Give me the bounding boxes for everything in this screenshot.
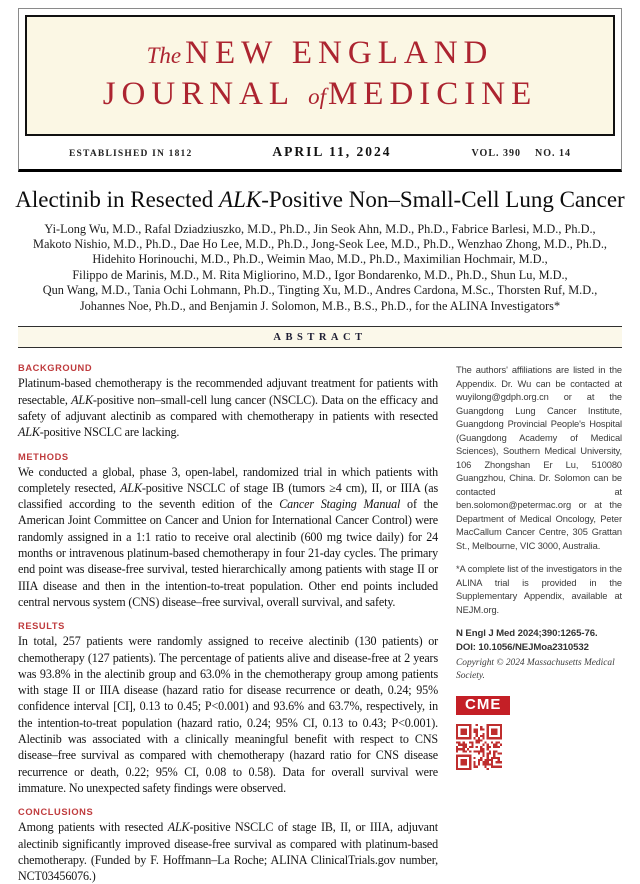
- sidebar: [456, 361, 622, 884]
- masthead: [18, 8, 622, 172]
- journal-logo-line2: [27, 74, 613, 115]
- copyright-notice: Copyright © 2024 Massachusetts Medical Society.: [456, 658, 615, 682]
- section-heading: BACKGROUND: [18, 363, 93, 374]
- doi: DOI: 10.1056/NEJMoa2310532: [456, 642, 589, 654]
- section-methods: [18, 452, 438, 611]
- volume-label: VOL. 390: [471, 147, 521, 159]
- logo-new-england: NEW ENGLAND: [185, 35, 494, 71]
- journal-logo-line1: [27, 33, 613, 74]
- logo-of: of: [308, 84, 326, 110]
- citation: N Engl J Med 2024;390:1265-76.: [456, 628, 598, 640]
- author-line: Hidehito Horinouchi, M.D., Ph.D., Weimin Mao, M.D., Ph.D., Maximilian Hochmair, M.D.,: [92, 252, 548, 267]
- author-line: Qun Wang, M.D., Tania Ochi Lohmann, Ph.D., Tingting Xu, M.D., Andres Cardona, M.Sc., Thorsten Ruf, M.D.,: [42, 283, 598, 298]
- masthead-meta-row: [25, 136, 615, 169]
- logo-the: The: [146, 43, 182, 68]
- issue-date: APRIL 11, 2024: [272, 143, 392, 159]
- volume-number: [472, 148, 571, 159]
- author-line: Makoto Nishio, M.D., Ph.D., Dae Ho Lee, M.D., Ph.D., Jong-Seok Lee, M.D., Ph.D., Wenzhao Zhong, M.D., Ph.D.,: [33, 236, 607, 251]
- section-heading: METHODS: [18, 451, 69, 462]
- section-paragraph: Among patients with resected ALK-positive NSCLC of stage IB, II, or IIIA, adjuvant alectinib significantly improved disease-free survival as compared with platinum-based chemotherapy. (Funded by F. Hoffmann–La Roche; ALINA ClinicalTrials.gov number, NCT03456076.): [18, 820, 438, 884]
- affiliations-note: The authors' affiliations are listed in the Appendix. Dr. Wu can be contacted at wuyilong@gdph.org.cn or at the Guangdong Lung Cancer Institute, Guangdong Provincial People's Hospital (Guangdong Academy of Medical Sciences), Southern Medical University, 106 Zhongshan Er Lu, 510080 Guangzhou, China. Dr. Solomon can be contacted at ben.solomon@petermac.org or at the Department of Medical Oncology, Peter MacCallum Cancer Centre, 305 Grattan St., Melbourne, VIC 3000, Australia.: [456, 365, 622, 551]
- section-paragraph: Platinum-based chemotherapy is the recommended adjuvant treatment for patients with resectable, ALK-positive non–small-cell lung cancer (NSCLC). Data on the efficacy and safety of adjuvant alectinib as compared with chemotherapy in patients with resected ALK-positive NSCLC are lacking.: [18, 376, 438, 440]
- journal-page: [0, 8, 640, 884]
- journal-logo: [25, 15, 615, 136]
- section-results: [18, 621, 438, 796]
- abstract-band: ABSTRACT: [18, 326, 622, 348]
- section-background: [18, 363, 438, 440]
- author-line: Johannes Noe, Ph.D., and Benjamin J. Solomon, M.B., B.S., Ph.D., for the ALINA Investigators*: [79, 298, 561, 313]
- section-paragraph: In total, 257 patients were randomly assigned to receive alectinib (130 patients) or chemotherapy (127 patients). The percentage of patients alive and disease-free at 2 years was 93.8% in the alectinib group and 63.0% in the chemotherapy group among patients with stage II or IIIA disease (hazard ratio for disease recurrence or death, 0.24; 95% confidence interval [CI], 0.13 to 0.45; P<0.001) and 93.6% and 63.7%, respectively, in the intention-to-treat population (hazard ratio, 0.24; 95% CI, 0.13 to 0.43; P<0.001). Alectinib was associated with a clinically meaningful benefit with respect to CNS disease–free survival as compared with chemotherapy (hazard ratio for CNS disease recurrence or death, 0.22; 95% CI, 0.08 to 0.58). Data for overall survival were immature. No unexpected safety findings were observed.: [18, 634, 438, 795]
- abstract-column: [18, 361, 438, 884]
- qr-code: [456, 724, 502, 770]
- investigators-note: *A complete list of the investigators in the ALINA trial is provided in the Supplementary Appendix, available at NEJM.org.: [456, 564, 622, 615]
- abstract-content: [18, 361, 622, 884]
- issue-number-label: NO. 14: [535, 147, 571, 159]
- cme-badge: CME: [456, 696, 510, 715]
- section-paragraph: We conducted a global, phase 3, open-label, randomized trial in which patients with completely resected, ALK-positive NSCLC of stage IB (tumors ≥4 cm), II, or IIIA (as classified according to the seventh edition of the Cancer Staging Manual of the American Joint Committee on Cancer and Union for International Cancer Control) were randomly assigned in a 1:1 ratio to receive oral alectinib (600 mg twice daily) for 24 months or intravenous platinum-based chemotherapy in four 21-day cycles. The primary end point was disease-free survival, tested hierarchically among patients with stage II or IIIA disease and then in the intention-to-treat population. Other end points included central nervous system (CNS) disease–free survival, overall survival, and safety.: [18, 464, 439, 609]
- author-line: Filippo de Marinis, M.D., M. Rita Migliorino, M.D., Igor Bondarenko, M.D., Ph.D., Shun Lu, M.D.,: [72, 267, 568, 282]
- section-heading: RESULTS: [18, 621, 65, 632]
- section-heading: CONCLUSIONS: [18, 807, 94, 818]
- logo-medicine: MEDICINE: [327, 76, 538, 113]
- article-title: Alectinib in Resected ALK-Positive Non–Small-Cell Lung Cancer: [15, 186, 625, 212]
- logo-journal: JOURNAL: [102, 76, 294, 113]
- section-conclusions: [18, 807, 438, 884]
- author-line: Yi-Long Wu, M.D., Rafal Dziadziuszko, M.D., Ph.D., Jin Seok Ahn, M.D., Ph.D., Fabrice Barlesi, M.D., Ph.D.,: [44, 221, 596, 236]
- established-label: ESTABLISHED IN 1812: [69, 148, 193, 159]
- author-list: [0, 222, 640, 315]
